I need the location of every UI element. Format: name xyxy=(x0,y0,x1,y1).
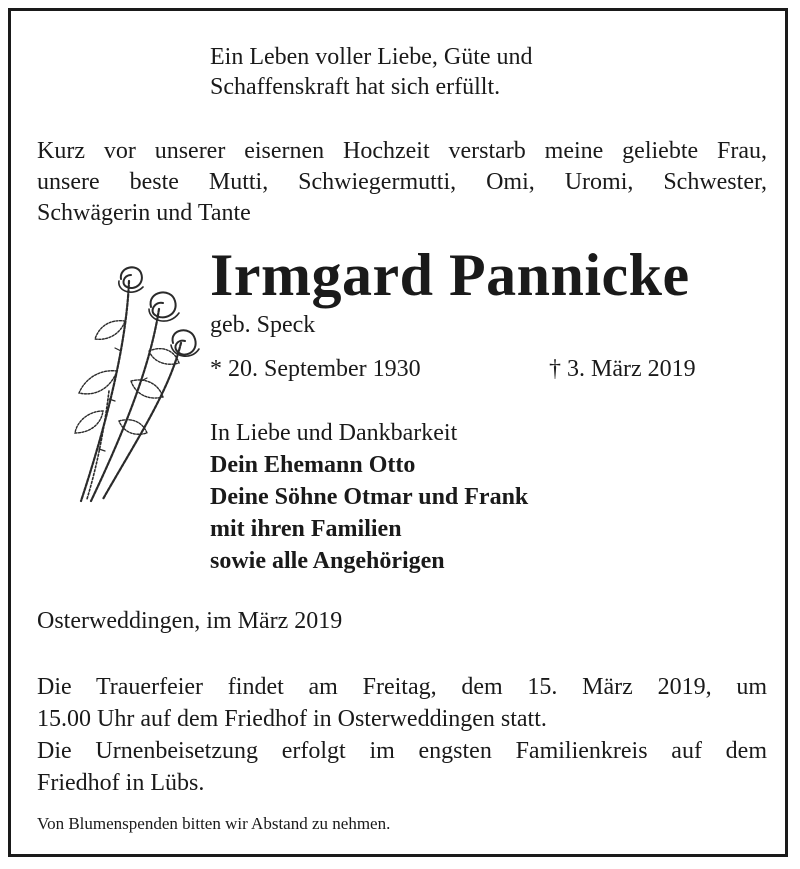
obituary-notice xyxy=(8,8,788,857)
flower-note: Von Blumenspenden bitten wir Abstand zu nehmen. xyxy=(37,814,391,833)
place-date: Osterweddingen, im März 2019 xyxy=(37,608,343,634)
motto-line-1: Ein Leben voller Liebe, Güte und xyxy=(210,44,533,70)
mourner-line-3: mit ihren Familien xyxy=(210,516,402,542)
intro-line-1: Kurz vor unserer eisernen Hochzeit verstarb meine geliebte Frau, xyxy=(37,138,767,164)
death-date: † 3. März 2019 xyxy=(549,356,696,382)
ceremony-line-1: Die Trauerfeier findet am Freitag, dem 15. März 2019, um xyxy=(37,674,767,700)
ceremony-line-3: Die Urnenbeisetzung erfolgt im engsten Familienkreis auf dem xyxy=(37,738,767,764)
birth-date: * 20. September 1930 xyxy=(210,356,421,382)
intro-line-2: unsere beste Mutti, Schwiegermutti, Omi, Uromi, Schwester, xyxy=(37,169,767,195)
motto-line-2: Schaffenskraft hat sich erfüllt. xyxy=(210,74,501,100)
intro-line-3: Schwägerin und Tante xyxy=(37,200,251,226)
maiden-name: geb. Speck xyxy=(210,312,316,338)
ceremony-line-2: 15.00 Uhr auf dem Friedhof in Osterweddingen statt. xyxy=(37,706,547,732)
ceremony-line-4: Friedhof in Lübs. xyxy=(37,770,205,796)
roses-icon xyxy=(59,261,209,511)
mourner-line-2: Deine Söhne Otmar und Frank xyxy=(210,484,529,510)
mourners-intro: In Liebe und Dankbarkeit xyxy=(210,420,458,446)
mourner-line-4: sowie alle Angehörigen xyxy=(210,548,445,574)
mourner-line-1: Dein Ehemann Otto xyxy=(210,452,416,478)
deceased-name: Irmgard Pannicke xyxy=(210,242,690,308)
